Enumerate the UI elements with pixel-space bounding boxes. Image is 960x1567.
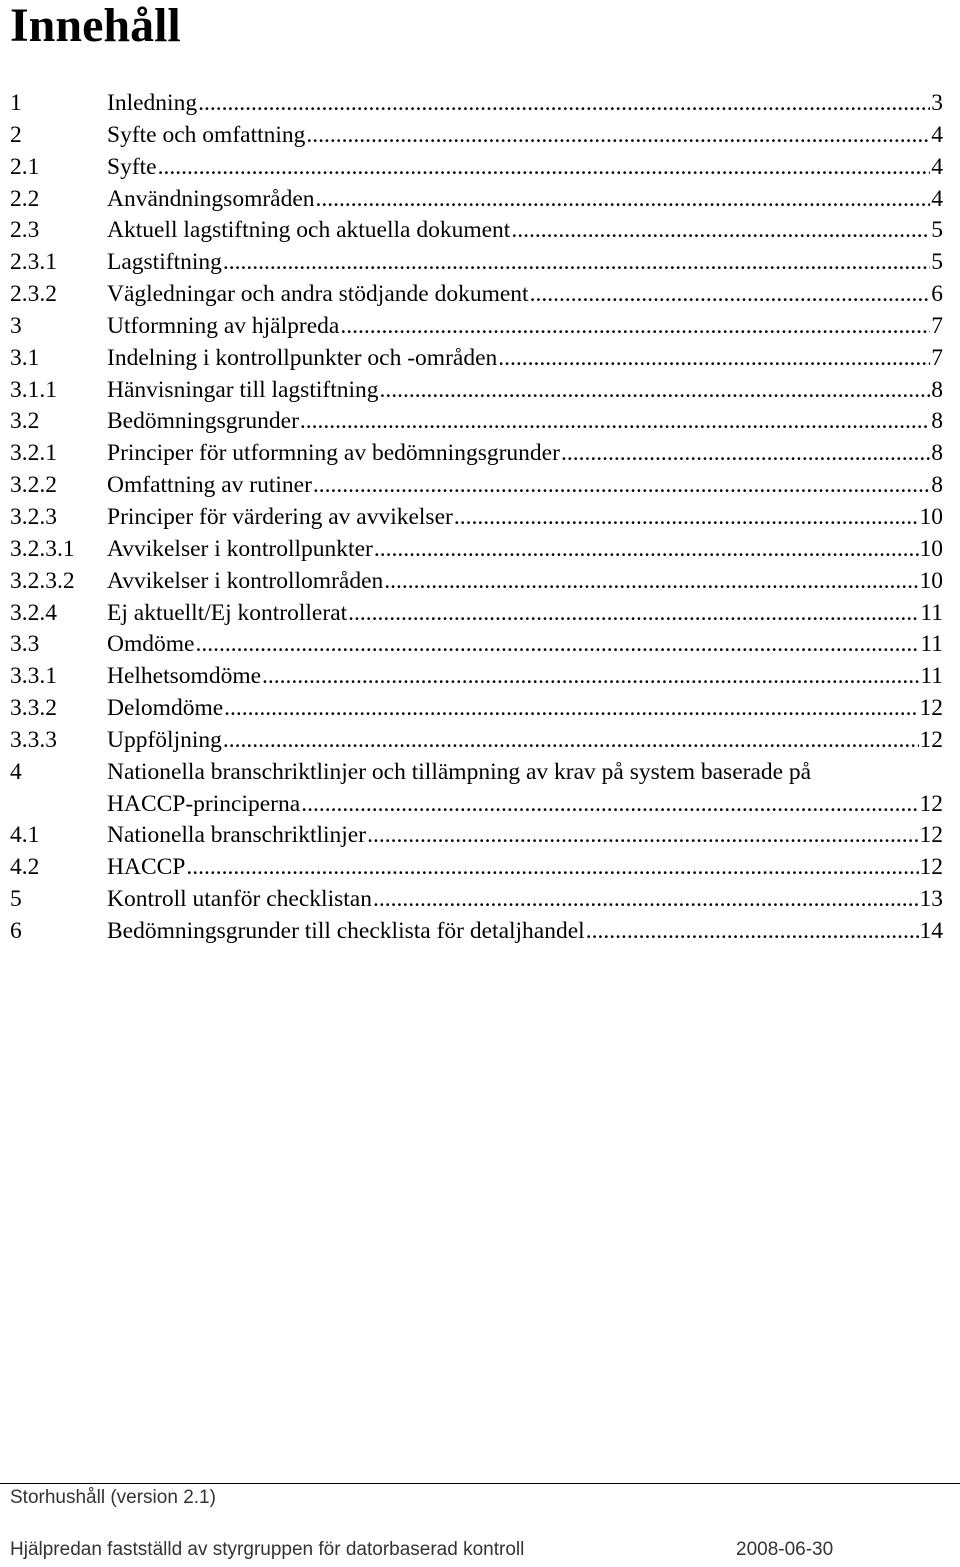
toc-entry[interactable] bbox=[10, 343, 943, 375]
toc-entry-page: 8 bbox=[931, 408, 943, 435]
toc-entry-page: 6 bbox=[931, 281, 943, 308]
toc-entry-title: Nationella branschriktlinjer bbox=[107, 822, 367, 849]
toc-entry[interactable] bbox=[10, 598, 943, 630]
toc-entry-number: 3.2.1 bbox=[10, 440, 57, 467]
toc-entry-page: 8 bbox=[931, 472, 943, 499]
toc-entry[interactable] bbox=[10, 725, 943, 757]
toc-entry-title: Inledning bbox=[107, 90, 198, 116]
toc-entry-title: Avvikelser i kontrollpunkter bbox=[107, 535, 373, 562]
toc-entry[interactable] bbox=[10, 757, 943, 789]
toc-entry-page: 11 bbox=[920, 663, 943, 690]
toc-entry[interactable] bbox=[10, 406, 943, 438]
toc-entry-title-line1: Nationella branschriktlinjer och tillämpning av krav på system baserade på bbox=[107, 758, 812, 785]
toc-entry[interactable] bbox=[10, 120, 943, 152]
toc-entry-number: 3.2.3.2 bbox=[10, 567, 75, 594]
toc-entry-page: 4 bbox=[931, 153, 943, 180]
toc-entry-title: Uppföljning bbox=[107, 726, 222, 753]
toc-leader-dots bbox=[224, 693, 918, 725]
toc-leader-dots bbox=[223, 725, 919, 757]
toc-entry[interactable] bbox=[10, 375, 943, 407]
toc-entry[interactable] bbox=[10, 502, 943, 534]
toc-entry-number: 3.2 bbox=[10, 408, 40, 435]
toc-entry-page: 10 bbox=[919, 535, 943, 562]
toc-entry-number: 3.2.3 bbox=[10, 503, 57, 530]
toc-leader-dots bbox=[373, 884, 919, 916]
toc-entry-page: 10 bbox=[919, 567, 943, 594]
toc-entry-title: Vägledningar och andra stödjande dokument bbox=[107, 281, 529, 308]
toc-entry-number: 3.3.1 bbox=[10, 663, 57, 690]
toc-entry-number: 3.1.1 bbox=[10, 376, 57, 403]
toc-entry-number: 2.1 bbox=[10, 153, 40, 180]
toc-entry-title: Helhetsomdöme bbox=[107, 663, 262, 690]
toc-entry-title: Indelning i kontrollpunkter och -områden bbox=[107, 344, 498, 371]
toc-leader-dots bbox=[300, 406, 930, 438]
toc-entry-page: 4 bbox=[931, 185, 943, 212]
toc-entry-title: Syfte och omfattning bbox=[107, 121, 306, 148]
toc-entry-number: 3.2.4 bbox=[10, 599, 57, 626]
toc-entry[interactable] bbox=[10, 852, 943, 884]
toc-entry-title: Delomdöme bbox=[107, 695, 224, 722]
toc-leader-dots bbox=[511, 215, 930, 247]
toc-entry-number: 4.1 bbox=[10, 822, 40, 849]
toc-entry[interactable] bbox=[10, 629, 943, 661]
toc-entry[interactable] bbox=[10, 534, 943, 566]
toc-entry[interactable] bbox=[10, 247, 943, 279]
toc-leader-dots bbox=[530, 279, 931, 311]
toc-entry-page: 7 bbox=[931, 344, 943, 371]
toc-entry-page: 12 bbox=[919, 822, 943, 849]
toc-leader-dots bbox=[316, 184, 931, 216]
toc-leader-dots bbox=[195, 629, 919, 661]
footer-approval-text: Hjälpredan fastställd av styrgruppen för datorbaserad kontroll bbox=[10, 1539, 525, 1560]
toc-entry-number: 3 bbox=[10, 312, 22, 339]
toc-entry-title: Bedömningsgrunder till checklista för detaljhandel bbox=[107, 917, 585, 944]
toc-entry-page: 3 bbox=[931, 90, 943, 116]
toc-leader-dots bbox=[561, 438, 930, 470]
toc-entry-page: 4 bbox=[931, 121, 943, 148]
toc-leader-dots bbox=[367, 820, 918, 852]
footer-document-label: Storhushåll (version 2.1) bbox=[10, 1487, 216, 1508]
toc-entry-page: 11 bbox=[920, 631, 943, 658]
toc-entry[interactable] bbox=[10, 215, 943, 247]
toc-leader-dots bbox=[454, 502, 919, 534]
table-of-contents bbox=[10, 88, 943, 948]
toc-leader-dots bbox=[586, 916, 919, 948]
toc-entry[interactable] bbox=[10, 470, 943, 502]
toc-entry[interactable] bbox=[10, 566, 943, 598]
toc-entry[interactable] bbox=[10, 279, 943, 311]
footer-divider bbox=[0, 1483, 960, 1484]
toc-entry-number: 6 bbox=[10, 917, 22, 944]
toc-entry-title: Kontroll utanför checklistan bbox=[107, 886, 372, 913]
toc-leader-dots bbox=[374, 534, 919, 566]
toc-leader-dots bbox=[186, 852, 918, 884]
toc-entry[interactable] bbox=[10, 438, 943, 470]
toc-entry-title: Aktuell lagstiftning och aktuella dokument bbox=[107, 217, 511, 244]
toc-leader-dots bbox=[380, 375, 931, 407]
toc-leader-dots bbox=[301, 789, 918, 821]
toc-entry-page: 14 bbox=[919, 917, 943, 944]
toc-leader-dots bbox=[223, 247, 930, 279]
toc-entry-title: Lagstiftning bbox=[107, 249, 222, 276]
toc-entry-number: 5 bbox=[10, 886, 22, 913]
toc-entry-number: 3.1 bbox=[10, 344, 40, 371]
toc-entry-title: Omdöme bbox=[107, 631, 195, 658]
toc-entry-number: 3.3 bbox=[10, 631, 40, 658]
toc-entry-title: HACCP-principerna bbox=[107, 790, 301, 817]
toc-entry-title: Principer för utformning av bedömningsgrunder bbox=[107, 440, 560, 467]
toc-entry-title: HACCP bbox=[107, 854, 186, 881]
toc-entry-page: 5 bbox=[931, 249, 943, 276]
toc-entry[interactable] bbox=[10, 820, 943, 852]
toc-entry-number: 3.2.3.1 bbox=[10, 535, 75, 562]
toc-leader-dots bbox=[262, 661, 919, 693]
toc-entry-page: 12 bbox=[919, 695, 943, 722]
toc-entry-page: 7 bbox=[931, 312, 943, 339]
toc-entry-title: Ej aktuellt/Ej kontrollerat bbox=[107, 599, 348, 626]
toc-entry-number: 3.3.3 bbox=[10, 726, 57, 753]
toc-entry-page: 8 bbox=[931, 376, 943, 403]
toc-entry-page: 11 bbox=[920, 599, 943, 626]
toc-entry-number: 2.3 bbox=[10, 217, 40, 244]
toc-leader-dots bbox=[198, 88, 930, 120]
toc-entry-number: 3.3.2 bbox=[10, 695, 57, 722]
toc-leader-dots bbox=[384, 566, 918, 598]
toc-entry-page: 12 bbox=[919, 790, 943, 817]
toc-entry-number: 4 bbox=[10, 758, 22, 785]
toc-entry-number: 2 bbox=[10, 121, 22, 148]
toc-entry-continuation[interactable] bbox=[10, 789, 943, 821]
toc-leader-dots bbox=[313, 470, 930, 502]
toc-entry-page: 5 bbox=[931, 217, 943, 244]
toc-entry-title: Avvikelser i kontrollområden bbox=[107, 567, 384, 594]
toc-entry[interactable] bbox=[10, 184, 943, 216]
toc-leader-dots bbox=[348, 598, 919, 630]
toc-entry[interactable] bbox=[10, 884, 943, 916]
footer-date: 2008-06-30 bbox=[736, 1539, 834, 1560]
toc-entry-title: Bedömningsgrunder bbox=[107, 408, 299, 435]
toc-entry-page: 13 bbox=[919, 886, 943, 913]
toc-entry-page: 12 bbox=[919, 726, 943, 753]
toc-entry[interactable] bbox=[10, 661, 943, 693]
toc-leader-dots bbox=[340, 311, 930, 343]
toc-entry[interactable] bbox=[10, 916, 943, 948]
toc-entry-title: Hänvisningar till lagstiftning bbox=[107, 376, 379, 403]
toc-entry[interactable] bbox=[10, 88, 943, 120]
toc-entry-number: 4.2 bbox=[10, 854, 40, 881]
toc-entry[interactable] bbox=[10, 693, 943, 725]
toc-entry-title: Omfattning av rutiner bbox=[107, 472, 312, 499]
toc-entry-title: Utformning av hjälpreda bbox=[107, 312, 340, 339]
toc-entry-title: Användningsområden bbox=[107, 185, 315, 212]
toc-leader-dots bbox=[158, 152, 931, 184]
toc-entry-page: 10 bbox=[919, 503, 943, 530]
toc-entry-number: 2.3.1 bbox=[10, 249, 57, 276]
toc-entry-number: 1 bbox=[10, 90, 22, 116]
toc-entry-title: Principer för värdering av avvikelser bbox=[107, 503, 453, 530]
toc-entry-number: 3.2.2 bbox=[10, 472, 57, 499]
toc-entry-title: Syfte bbox=[107, 153, 157, 180]
page-title: Innehåll bbox=[10, 0, 181, 52]
toc-entry-number: 2.2 bbox=[10, 185, 40, 212]
toc-entry-page: 12 bbox=[919, 854, 943, 881]
toc-entry-page: 8 bbox=[931, 440, 943, 467]
toc-entry[interactable] bbox=[10, 311, 943, 343]
toc-leader-dots bbox=[306, 120, 930, 152]
toc-entry-number: 2.3.2 bbox=[10, 281, 57, 308]
toc-entry[interactable] bbox=[10, 152, 943, 184]
toc-leader-dots bbox=[498, 343, 930, 375]
